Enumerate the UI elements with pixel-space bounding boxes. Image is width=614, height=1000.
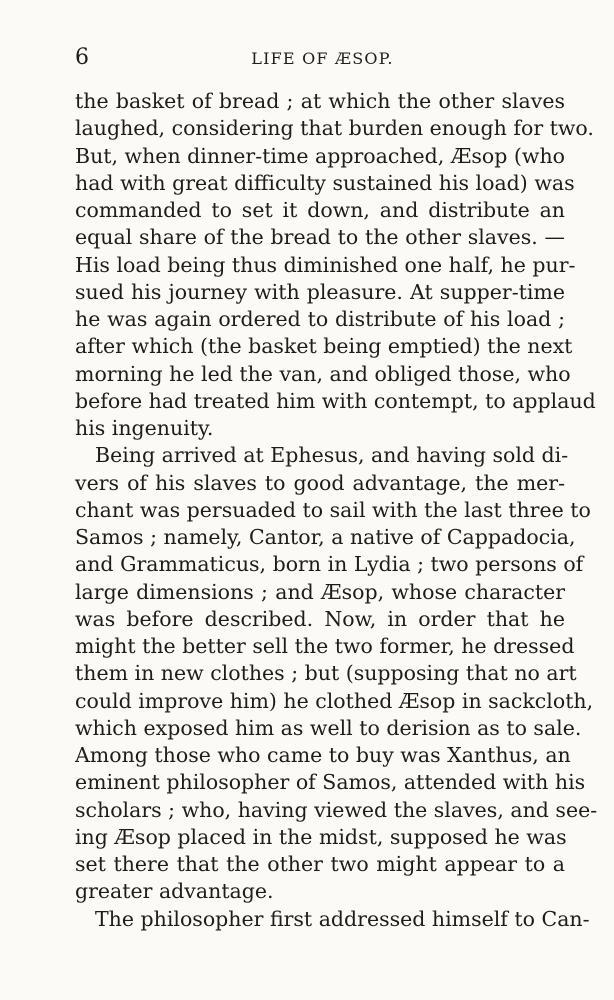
text-line: after which (the basket being emptied) the next (75, 334, 573, 359)
text-line: them in new clothes ; but (supposing that no art (75, 661, 577, 686)
text-line: laughed, considering that burden enough for two. (75, 116, 594, 141)
text-line: Among those who came to buy was Xanthus, an (75, 743, 571, 767)
text-line: Being arrived at Ephesus, and having sold di- (95, 443, 569, 468)
text-line: before had treated him with contempt, to applaud (75, 388, 596, 413)
text-line: his ingenuity. (75, 416, 214, 440)
text-line: and Grammaticus, born in Lydia ; two persons of (75, 552, 584, 577)
text-line: ing Æsop placed in the midst, supposed he was (75, 824, 567, 849)
text-line: which exposed him as well to derision as to sale. (75, 715, 582, 740)
text-line: But, when dinner-time approached, Æsop (who (75, 143, 565, 168)
text-line: large dimensions ; and Æsop, whose character (75, 579, 565, 604)
text-line: greater advantage. (75, 879, 274, 904)
text-line: His load being thus diminished one half, he pur- (75, 252, 576, 277)
text-line: morning he led the van, and obliged those, who (75, 361, 571, 386)
text-line: Samos ; namely, Cantor, a native of Cappadocia, (75, 525, 576, 549)
text-line: scholars ; who, having viewed the slaves, and see- (75, 797, 598, 822)
text-line: the basket of bread ; at which the other slaves (75, 89, 565, 113)
text-line: was before described. Now, in order that he (75, 606, 565, 631)
text-line: The philosopher first addressed himself to Can- (95, 906, 590, 931)
text-line: could improve him) he clothed Æsop in sackcloth, (75, 688, 594, 713)
page-number: 6 (75, 45, 89, 70)
body-text (75, 88, 598, 933)
text-line: equal share of the bread to the other slaves. — (75, 225, 565, 250)
text-line: eminent philosopher of Samos, attended with his (75, 770, 586, 795)
page-header (75, 42, 565, 74)
text-line: might the better sell the two former, he dressed (75, 634, 575, 658)
text-line: sued his journey with pleasure. At supper-time (75, 279, 565, 304)
text-line: had with great difficulty sustained his load) was (75, 170, 575, 195)
text-line: set there that the other two might appear to a (75, 852, 565, 876)
text-line: vers of his slaves to good advantage, the mer- (75, 470, 565, 495)
text-line: commanded to set it down, and distribute an (75, 198, 565, 222)
text-line: chant was persuaded to sail with the last three to (75, 497, 591, 522)
running-title: LIFE OF ÆSOP. (251, 49, 394, 68)
text-line: he was again ordered to distribute of his load ; (75, 307, 565, 331)
